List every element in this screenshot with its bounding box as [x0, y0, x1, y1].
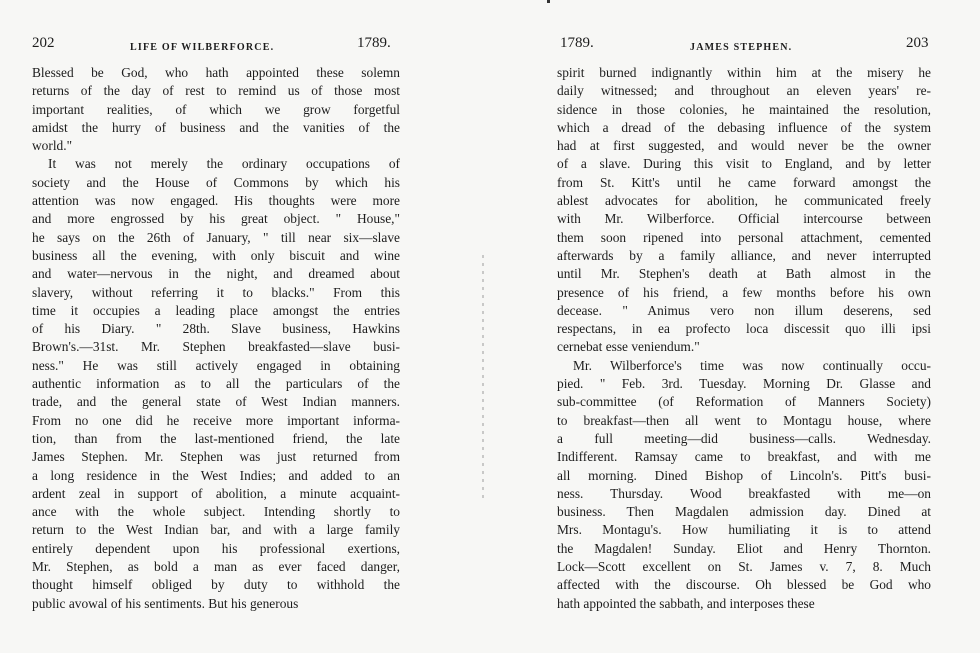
- text-line: Indifferent. Ramsay came to breakfast, and with me: [557, 449, 931, 465]
- text-line: from St. Kitt's until he came forward amongst the: [557, 174, 931, 190]
- text-line: Brown's.—31st. Mr. Stephen breakfasted—slave busi-: [32, 339, 400, 355]
- text-line: business. Then Magdalen admission day. Dined at: [557, 504, 931, 520]
- text-line: and more engrossed by his great object. " House,": [32, 211, 400, 227]
- text-line: ness." He was still actively engaged in obtaining: [32, 357, 400, 373]
- text-line: attention was now engaged. His thoughts were more: [32, 193, 400, 209]
- text-line: he says on the 26th of January, " till near six—slave: [32, 229, 400, 245]
- text-line: From no one did he receive more important informa-: [32, 412, 400, 428]
- text-line: tion, than from the last-mentioned friend, the late: [32, 430, 400, 446]
- left-body-text: [32, 64, 400, 613]
- running-title-right-text: JAMES STEPHEN.: [690, 42, 793, 53]
- year-left: 1789.: [357, 35, 391, 51]
- text-line: which a dread of the debasing influence of the system: [557, 119, 931, 135]
- text-line: time it occupies a leading place amongst the entries: [32, 302, 400, 318]
- text-line: to breakfast—then all went to Montagu house, where: [557, 412, 931, 428]
- page-gutter: [482, 255, 484, 500]
- text-line: decease. " Animus vero non illum deserens, sed: [557, 302, 931, 318]
- text-line: thought himself obliged by duty to withhold the: [32, 577, 400, 593]
- text-line: of a slave. During this visit to England, and by letter: [557, 156, 931, 172]
- text-line: public avowal of his sentiments. But his generous: [32, 595, 299, 611]
- running-title-left-text: LIFE OF WILBERFORCE.: [130, 42, 275, 53]
- text-line: Mr. Stephen, as bold a man as ever faced danger,: [32, 559, 400, 575]
- text-line: the Magdalen! Sunday. Eliot and Henry Thornton.: [557, 540, 931, 556]
- right-page: [490, 0, 980, 653]
- text-line: cernebat esse veniendum.": [557, 339, 700, 355]
- text-line: ness. Thursday. Wood breakfasted with me—on: [557, 485, 931, 501]
- text-line: important realities, of which we grow forgetful: [32, 101, 400, 117]
- text-line: pied. " Feb. 3rd. Tuesday. Morning Dr. Glasse and: [557, 376, 931, 392]
- text-line: with Mr. Wilberforce. Official intercourse between: [557, 211, 931, 227]
- right-body-text: [557, 64, 931, 613]
- text-line: returns of the day of rest to remind us of those most: [32, 83, 400, 99]
- text-line: had at first suggested, and would never be the owner: [557, 138, 931, 154]
- text-line: a full meeting—did business—calls. Wednesday.: [557, 430, 931, 446]
- text-line: authentic information as to all the particulars of the: [32, 376, 400, 392]
- text-line: sub-committee (of Reformation of Manners Society): [557, 394, 931, 410]
- text-line: Blessed be God, who hath appointed these solemn: [32, 65, 400, 80]
- text-line: business all the evening, with only biscuit and wine: [32, 247, 400, 263]
- text-line: spirit burned indignantly within him at the misery he: [557, 65, 931, 80]
- text-line: It was not merely the ordinary occupations of: [48, 156, 400, 172]
- text-line: James Stephen. Mr. Stephen was just returned from: [32, 449, 400, 465]
- text-line: ardent zeal in support of abolition, a minute acquaint-: [32, 485, 400, 501]
- text-line: amidst the hurry of business and the vanities of the: [32, 119, 400, 135]
- text-line: affected with the discourse. Oh blessed be God who: [557, 577, 931, 593]
- text-line: until Mr. Stephen's death at Bath almost in the: [557, 266, 931, 282]
- text-line: respectans, in ea profecto loca discessit quo illi ipsi: [557, 321, 931, 337]
- text-line: presence of his friend, a few months before his own: [557, 284, 931, 300]
- text-line: slavery, without referring it to blacks." From this: [32, 284, 400, 300]
- text-line: afterwards by a family alliance, and never interrupted: [557, 247, 931, 263]
- text-line: sidence in those colonies, he maintained the resolution,: [557, 101, 931, 117]
- running-title-left: [130, 37, 274, 57]
- text-line: world.": [32, 138, 73, 154]
- text-line: a long residence in the West Indies; and added to an: [32, 467, 400, 483]
- text-line: of his Diary. " 28th. Slave business, Hawkins: [32, 321, 400, 337]
- text-line: them soon ripened into personal attachment, cemented: [557, 229, 931, 245]
- text-line: Mrs. Montagu's. How humiliating it is to attend: [557, 522, 931, 538]
- text-line: return to the West Indian bar, and with a large family: [32, 522, 400, 538]
- text-line: hath appointed the sabbath, and interposes these: [557, 595, 815, 611]
- text-line: ance with the whole subject. Intending shortly to: [32, 504, 400, 520]
- running-title-right: [690, 37, 792, 57]
- page-number-left: 202: [32, 35, 55, 51]
- year-right: 1789.: [560, 35, 594, 51]
- text-line: daily witnessed; and throughout an eleven years' re-: [557, 83, 931, 99]
- page-number-right: 203: [906, 35, 929, 51]
- text-line: Lock—Scott excellent on St. James v. 7, 8. Much: [557, 559, 931, 575]
- text-line: Mr. Wilberforce's time was now continually occu-: [573, 357, 931, 373]
- text-line: entirely dependent upon his professional exertions,: [32, 540, 400, 556]
- text-line: ablest advocates for abolition, he communicated freely: [557, 193, 931, 209]
- text-line: all morning. Dined Bishop of Lincoln's. Pitt's busi-: [557, 467, 931, 483]
- text-line: society and the House of Commons by which his: [32, 174, 400, 190]
- text-line: trade, and the general state of West Indian manners.: [32, 394, 400, 410]
- text-line: and water—nervous in the night, and dreamed about: [32, 266, 400, 282]
